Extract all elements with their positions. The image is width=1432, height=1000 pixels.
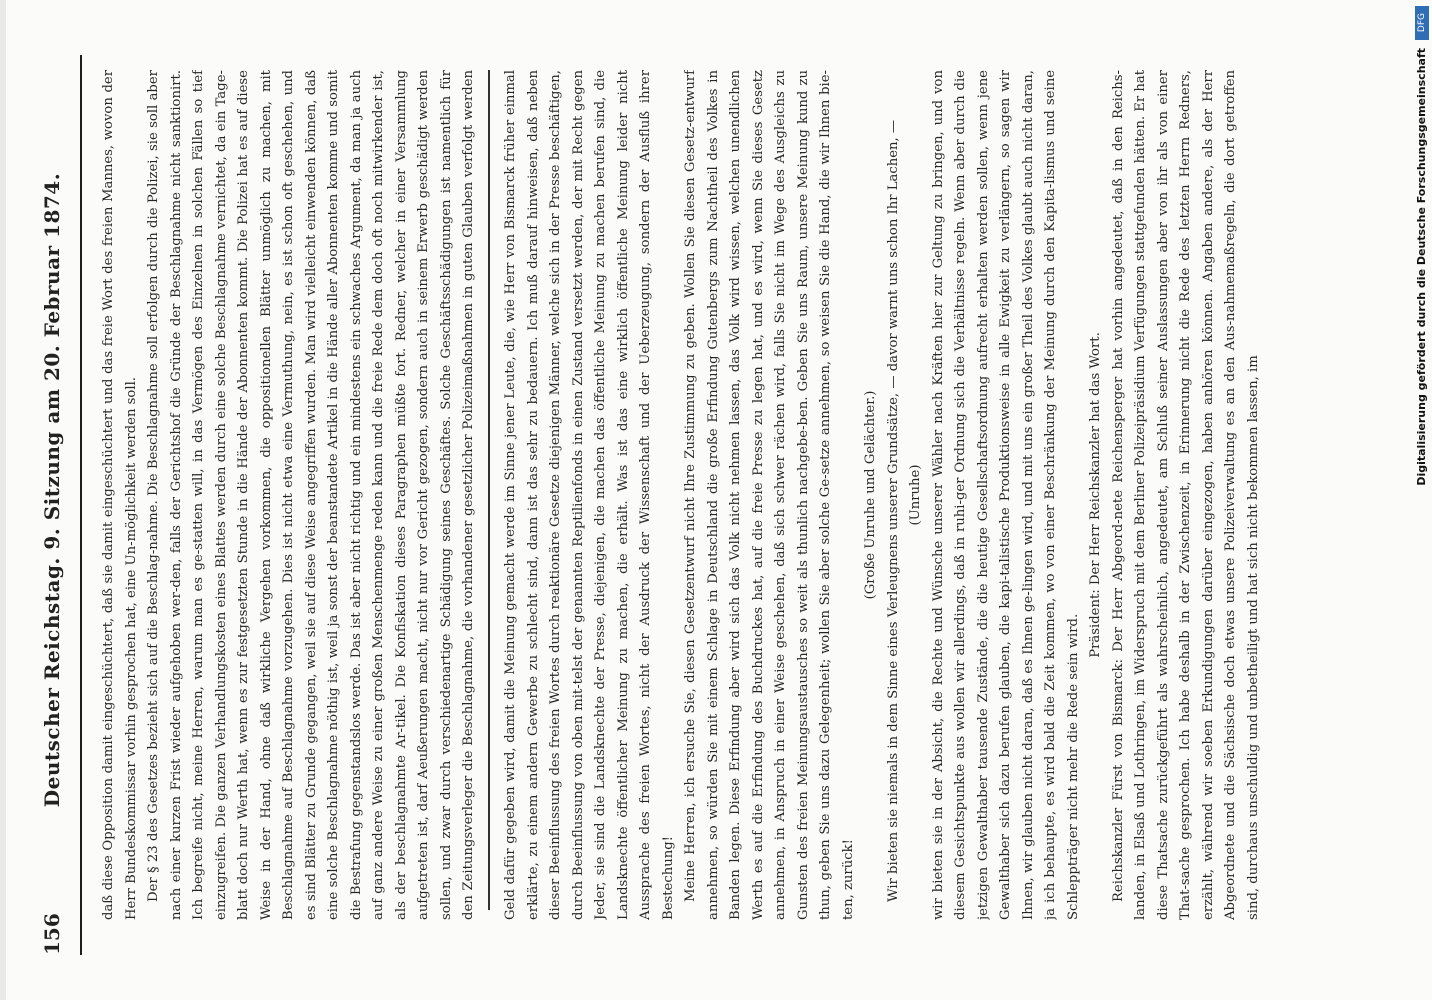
stage-direction: (Unruhe)	[908, 464, 923, 526]
paragraph: daß diese Opposition damit eingeschüchtert, daß sie damit eingeschüchtert und das freie Wort des freien Mannes, wovon der Herr Bundeskommissar vorhin gesprochen hat, eine Un-möglichkeit werden soll.	[101, 70, 139, 920]
paragraph: Der § 23 des Gesetzes bezieht sich auf die Beschlag-nahme. Die Beschlagnahme soll erfolgen durch die Polizei, sie soll aber nach einer kurzen Frist wieder aufgehoben wer-den, falls der Gerichtshof die Gründe der Beschlagnahme nicht sanktionirt. Ich begreife nicht, meine Herren, warum man es ge-statten will, in das Vermögen des Einzelnen in solchen Fällen so tief einzugreifen. Die ganzen Verhandlungskosten eines Blattes werden durch eine solche Beschlagnahme vernichtet, da ein Tage-blatt doch nur Werth hat, wenn es zur festgesetzten Stunde in die Hände der Abonnenten kommt. Die Polizei hat es auf diese Weise in der Hand, ohne daß wirkliche Vergehen vorkommen, die oppositionellen Blätter unmöglich zu machen, mit Beschlagnahme auf Beschlagnahme vorzugehen. Dies ist nicht etwa eine Vermuthung, nein, es ist schon oft geschehen, und es sind Blätter zu Grunde gegangen, weil sie auf diese Weise angegriffen wurden. Man wird vielleicht einwenden können, daß eine solche Beschlagnahme nöthig ist, weil ja sonst der beanstandete Artikel in die Hände aller Abonnenten komme und somit die Bestrafung gegenstandslos werde. Das ist aber nicht richtig und ein mindestens ein schwaches Argument, da man ja auch auf ganz andere Weise zu einer großen Menschenmenge reden kann und die freie Rede dem doch oft noch mitwirkender ist, als der beschlagnahmte Ar-tikel. Die Konfiskation dieses Paragraphen müßte fort. Redner, welcher in einer Versammlung aufgetreten ist, darf Aeußerungen macht, nicht nur vor Gericht gezogen, sondern auch in seinem Erwerb geschädigt werden sollen, und zwar durch verschiedenartige Schädigung seines Geschäftes. Solche Geschäftsschädigungen ist namentlich für den Zeitungsverleger die Beschlagnahme, die vorhandener gesetzlicher Polizeimaßnahmen in guten Glauben verfolgt werden	[146, 70, 476, 920]
header-rule	[80, 55, 82, 955]
stage-direction: (Große Unruhe und Gelächter.)	[863, 390, 878, 600]
paragraph: Geld dafür gegeben wird, damit die Meinung gemacht werde im Sinne jener Leute, die, wie Herr von Bismarck früher einmal erklärte, zu einem andern Gewerbe zu schlecht sind, dann ist das sehr zu bedauern. Ich muß darauf hinweisen, daß neben dieser Beeinflussung des freien Wortes durch reaktionäre Gesetze diejenigen Männer, welche sich in der Presse beschäftigen, durch Beeinflussung von oben mit-telst der genannten Reptilienfonds in einen Zustand versetzt werden, der mit Recht gegen Jeder, sie sind die Landsknechte der Presse, diejenigen, die machen das öffentliche Meinung zu machen berufen sind, die Landsknechte öffentlicher Meinung zu machen, die erhält. Was ist das eine wirklich öffentliche Meinung leider nicht Aussprache des freien Wortes, nicht der Ausdruck der Wissenschaft und der Ueberzeugung, sondern der Ausfluß ihrer Bestechung!	[503, 70, 676, 920]
page-header	[0, 0, 90, 1000]
text-column-right	[500, 70, 1400, 920]
paragraph: Reichskanzler Fürst von Bismarck: Der Herr Abgeord-nete Reichensperger hat vorhin angedeutet, daß in den Reichs-landen, in Elsaß und Lothringen, im Widerspruch mit dem Berliner Polizeipräsidium Verfügungen stattgefunden hätten. Er hat diese Thatsache zurückgeführt als wahrscheinlich, angedeutet, am Schluß seiner Auslassungen aber von ihr als von einer That-sache gesprochen. Ich habe deshalb in der Zwischenzeit, in Erinnerung nicht die Rede des letzten Herrn Redners, erzählt, während wir soeben Erkundigungen darüber eingezogen, haben anhören können. Angaben andere, als der Herr Abgeordnete und die Sächsische doch etwas unsere Polizeiverwaltung es an den Aus-nahmemaßregeln, die dort getroffen sind, durchaus unschuldig und unbetheiligt und hat sich nicht bekommen lassen, im	[1110, 70, 1261, 920]
paragraph: Wir bieten sie niemals in dem Sinne eines Verleugnens unserer Grundsätze, — davor warnt uns schon Ihr Lachen, —	[885, 119, 901, 902]
text-column-left	[98, 70, 483, 920]
running-head: Deutscher Reichstag. 9. Sitzung am 20. Februar 1874.	[40, 172, 64, 808]
column-divider	[488, 70, 490, 910]
dfg-logo: DFG	[1415, 6, 1429, 40]
speaker-line: Präsident: Der Herr Reichskanzler hat das Wort.	[1088, 332, 1103, 658]
page-number: 156	[40, 913, 64, 955]
digitization-credit: Digitalisierung gefördert durch die Deutsche Forschungsgemeinschaft	[1415, 48, 1428, 486]
paragraph: wir bieten sie in der Absicht, die Rechte und Wünsche unserer Wähler nach Kräften hier zur Geltung zu bringen, und von diesem Gesichtspunkte aus wollen wir allerdings, daß in ruhi-ger Ordnung sich die Verhältnisse regeln. Wenn aber durch die jetzigen Gewalthaber tausende Zustände, die die heutige Gesellschaftsordnung aufrecht erhalten werden sollen, wenn jene Gewalthaber sich dazu berufen glauben, die kapi-talistische Produktionsweise in alle Ewigkeit zu verlängern, so sagen wir Ihnen, wir glauben nicht daran, daß es Ihnen ge-lingen wird, und mit uns ein großer Theil des Volkes glaubt auch nicht daran, ja ich behaupte, es wird bald die Zeit kommen, wo von einer Beschränkung der Meinung durch den Kapita-lismus und seine Schleppträger nicht mehr die Rede sein wird.	[930, 70, 1081, 920]
paragraph: Meine Herren, ich ersuche Sie, diesen Gesetzentwurf nicht Ihre Zustimmung zu geben. Wollen Sie diesen Gesetz-entwurf annehmen, so würden Sie mit einem Schlage in Deutschland die große Erfindung Gutenbergs zum Nachtheil des Volkes in Banden legen. Diese Erfindung aber wird sich das Volk nicht nehmen lassen, das Volk wird wissen, welchen unendlichen Werth es auf die Erfindung des Buchdruckes hat, auf die freie Presse zu legen hat, und es wird, wenn Sie dieses Gesetz annehmen, in Anspruch in einer Weise geschehen, daß sich schwer rächen wird, falls Sie nicht im Wege des Ausgleichs zu Gunsten des freien Meinungsaustausches so weit als thunlich nachgebe-ben. Geben Sie uns Raum, unsere Meinung kund zu thun, geben Sie uns dazu Gelegenheit; wollen Sie aber solche Ge-setze annehmen, so weisen Sie die Hand, die wir Ihnen bie-ten, zurück!	[683, 70, 856, 920]
